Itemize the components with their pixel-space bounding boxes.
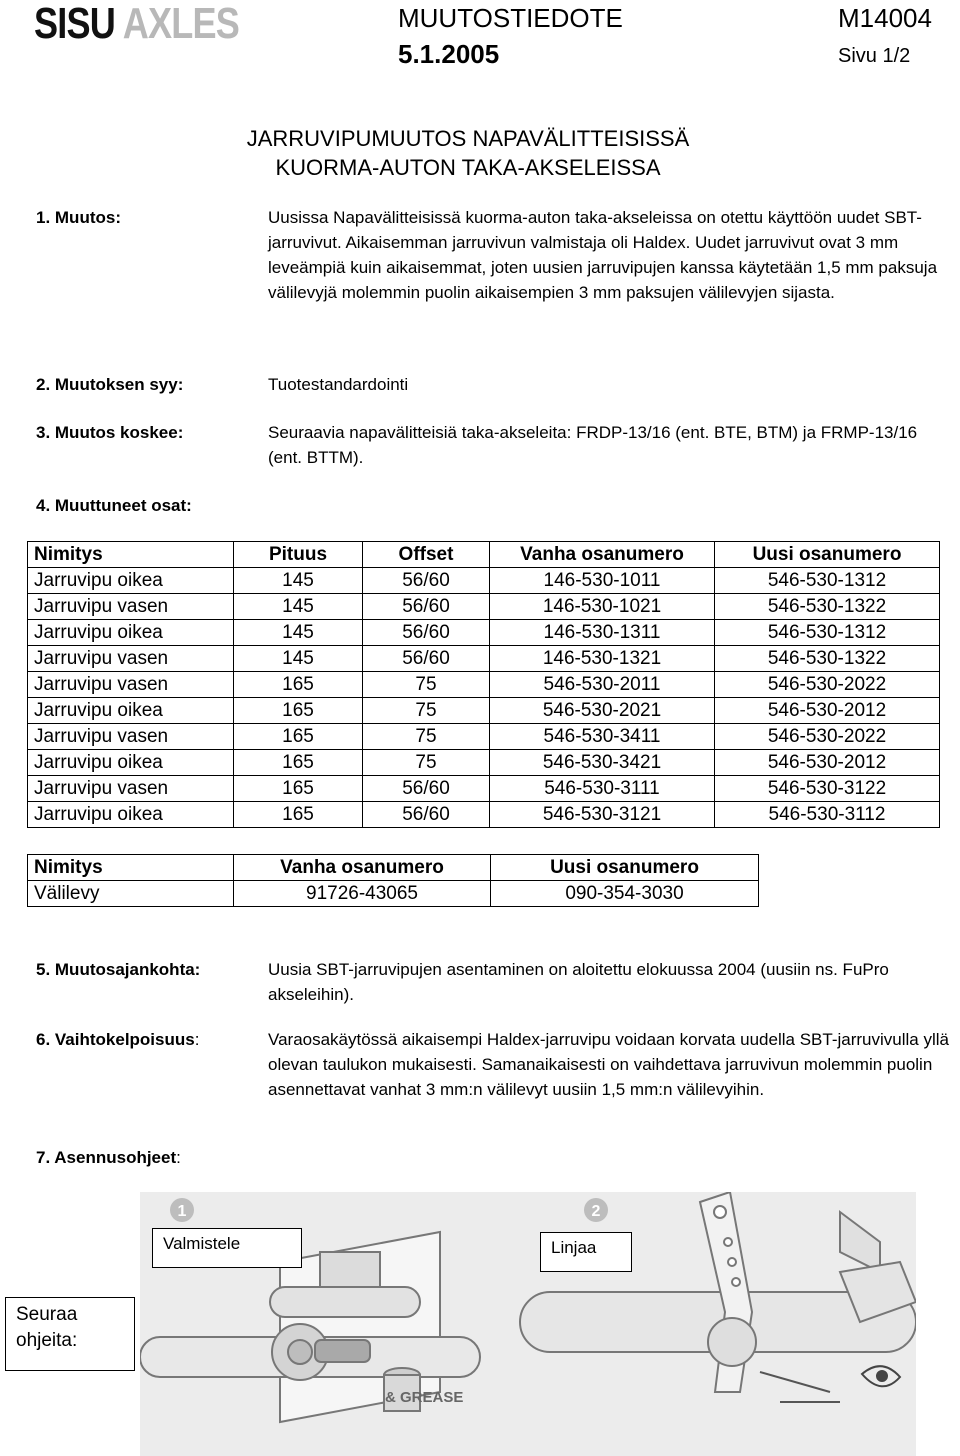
col-header-pituus: Pituus [234, 542, 363, 568]
callout-3-line-2: ohjeita: [16, 1330, 78, 1351]
table-cell: 56/60 [363, 620, 490, 646]
document-type: MUUTOSTIEDOTE [398, 3, 623, 33]
table-cell: 91726-43065 [234, 881, 491, 907]
table-row [28, 881, 759, 907]
parts-table [27, 541, 940, 828]
document-code: M14004 [838, 3, 932, 33]
table-cell: 56/60 [363, 646, 490, 672]
document-date: 5.1.2005 [398, 39, 500, 69]
page-number: Sivu 1/2 [838, 45, 911, 67]
grease-label: & GREASE [385, 1389, 464, 1406]
section-7-label [36, 1145, 181, 1170]
col-header-vanha-osanumero: Vanha osanumero [490, 542, 715, 568]
table-cell: 165 [234, 802, 363, 828]
section-4-label: 4. Muuttuneet osat: [36, 496, 192, 515]
table-cell: 546-530-2021 [490, 698, 715, 724]
table-cell: 75 [363, 672, 490, 698]
table-cell: 165 [234, 672, 363, 698]
table-cell: 75 [363, 698, 490, 724]
table-cell: 146-530-1011 [490, 568, 715, 594]
table-cell: 146-530-1311 [490, 620, 715, 646]
table-row [28, 750, 940, 776]
table-cell: 56/60 [363, 802, 490, 828]
col-header-nimitys: Nimitys [28, 542, 234, 568]
document-title [0, 124, 936, 182]
table-cell: 165 [234, 724, 363, 750]
table-cell: 56/60 [363, 568, 490, 594]
callout-3-line-1: Seuraa [16, 1304, 78, 1325]
title-line-2: KUORMA-AUTON TAKA-AKSELEISSA [275, 155, 661, 180]
table-cell: 546-530-2011 [490, 672, 715, 698]
table-cell: 546-530-3112 [715, 802, 940, 828]
section-2-label: 2. Muutoksen syy: [36, 375, 184, 394]
table-row [28, 620, 940, 646]
section-5-text: Uusia SBT-jarruvipujen asentaminen on aloitettu elokuussa 2004 (uusiin ns. FuPro akseleihin). [268, 960, 889, 1004]
section-6-text: Varaosakäytössä aikaisempi Haldex-jarruvipu voidaan korvata uudella SBT-jarruvivulla yllä olevan taulukon mukaisesti. Samanaikaisesti on vaihdettava jarruvivun molemmin puolin asennettavat vanhat 3 mm:n välilevyt uusiin 1,5 mm:n välilevyihin. [268, 1030, 949, 1099]
table-cell: 546-530-3111 [490, 776, 715, 802]
section-2-text: Tuotestandardointi [268, 375, 409, 394]
table-cell: 546-530-1322 [715, 646, 940, 672]
title-line-1: JARRUVIPUMUUTOS NAPAVÄLITTEISISSÄ [246, 126, 690, 151]
table-cell: Jarruvipu oikea [28, 568, 234, 594]
parts-table-body [28, 568, 940, 828]
shim-table-body [28, 881, 759, 907]
table-cell: Jarruvipu oikea [28, 620, 234, 646]
table-cell: 546-530-2012 [715, 750, 940, 776]
table-cell: 145 [234, 646, 363, 672]
table-row [28, 568, 940, 594]
table-cell: 146-530-1021 [490, 594, 715, 620]
table-cell: 145 [234, 568, 363, 594]
table-cell: Jarruvipu vasen [28, 672, 234, 698]
table-cell: Jarruvipu vasen [28, 646, 234, 672]
section-5-label: 5. Muutosajankohta: [36, 960, 201, 979]
table-cell: 165 [234, 750, 363, 776]
logo-sisu: SISU [34, 0, 115, 48]
section-6-label-colon: : [194, 1030, 200, 1049]
table-cell: 546-530-2022 [715, 672, 940, 698]
table-cell: 165 [234, 776, 363, 802]
callout-follow-instructions [5, 1297, 135, 1371]
col-header-nimitys: Nimitys [28, 855, 234, 881]
table-cell: 546-530-3411 [490, 724, 715, 750]
table-cell: 546-530-1312 [715, 620, 940, 646]
col-header-uusi-osanumero: Uusi osanumero [491, 855, 759, 881]
table-row [28, 724, 940, 750]
table-cell: 145 [234, 594, 363, 620]
section-3-label: 3. Muutos koskee: [36, 423, 184, 442]
col-header-uusi-osanumero: Uusi osanumero [715, 542, 940, 568]
table-cell: Jarruvipu vasen [28, 724, 234, 750]
callout-align: Linjaa [540, 1232, 632, 1272]
col-header-vanha-osanumero: Vanha osanumero [234, 855, 491, 881]
section-6-label-text: 6. Vaihtokelpoisuus [36, 1030, 195, 1049]
table-cell: 146-530-1321 [490, 646, 715, 672]
table-cell: 56/60 [363, 776, 490, 802]
shim-table-header [28, 855, 759, 881]
table-cell: Välilevy [28, 881, 234, 907]
table-cell: Jarruvipu oikea [28, 802, 234, 828]
section-6-label [36, 1027, 199, 1052]
section-3-text: Seuraavia napavälitteisiä taka-akseleita: FRDP-13/16 (ent. BTE, BTM) ja FRMP-13/16 (ent. BTTM). [268, 423, 918, 467]
table-row [28, 594, 940, 620]
table-cell: 546-530-3121 [490, 802, 715, 828]
table-cell: 546-530-1312 [715, 568, 940, 594]
table-cell: Jarruvipu vasen [28, 776, 234, 802]
table-cell: 75 [363, 724, 490, 750]
table-cell: 546-530-3421 [490, 750, 715, 776]
table-cell: Jarruvipu vasen [28, 594, 234, 620]
table-cell: Jarruvipu oikea [28, 698, 234, 724]
table-cell: 546-530-1322 [715, 594, 940, 620]
table-cell: 56/60 [363, 594, 490, 620]
callout-prepare: Valmistele [152, 1228, 302, 1268]
step-1-number: 1 [177, 1203, 187, 1220]
shim-table [27, 854, 759, 907]
section-7-label-colon: : [176, 1148, 181, 1167]
table-cell: 546-530-2022 [715, 724, 940, 750]
parts-table-header [28, 542, 940, 568]
sisu-axles-logo [34, 0, 239, 48]
table-row [28, 698, 940, 724]
table-row [28, 802, 940, 828]
step-2-number: 2 [591, 1203, 601, 1220]
table-cell: 546-530-2012 [715, 698, 940, 724]
table-row [28, 776, 940, 802]
table-cell: 165 [234, 698, 363, 724]
table-cell: 75 [363, 750, 490, 776]
table-cell: 145 [234, 620, 363, 646]
table-cell: Jarruvipu oikea [28, 750, 234, 776]
section-7-label-text: 7. Asennusohjeet [36, 1148, 177, 1167]
table-row [28, 646, 940, 672]
table-cell: 090-354-3030 [491, 881, 759, 907]
col-header-offset: Offset [363, 542, 490, 568]
table-row [28, 672, 940, 698]
section-1-text: Uusissa Napavälitteisissä kuorma-auton taka-akseleissa on otettu käyttöön uudet SBT-jarruvivut. Aikaisemman jarruvivun valmistaja oli Haldex. Uudet jarruvivut ovat 3 mm leveämpiä kuin aikaisemmat, joten uusien jarruvipujen kanssa käytetään 1,5 mm paksuja välilevyjä molemmin puolin aikaisempien 3 mm paksujen välilevyjen sijasta. [268, 208, 938, 302]
logo-axles: AXLES [122, 0, 239, 48]
section-1-label: 1. Muutos: [36, 208, 121, 227]
table-cell: 546-530-3122 [715, 776, 940, 802]
